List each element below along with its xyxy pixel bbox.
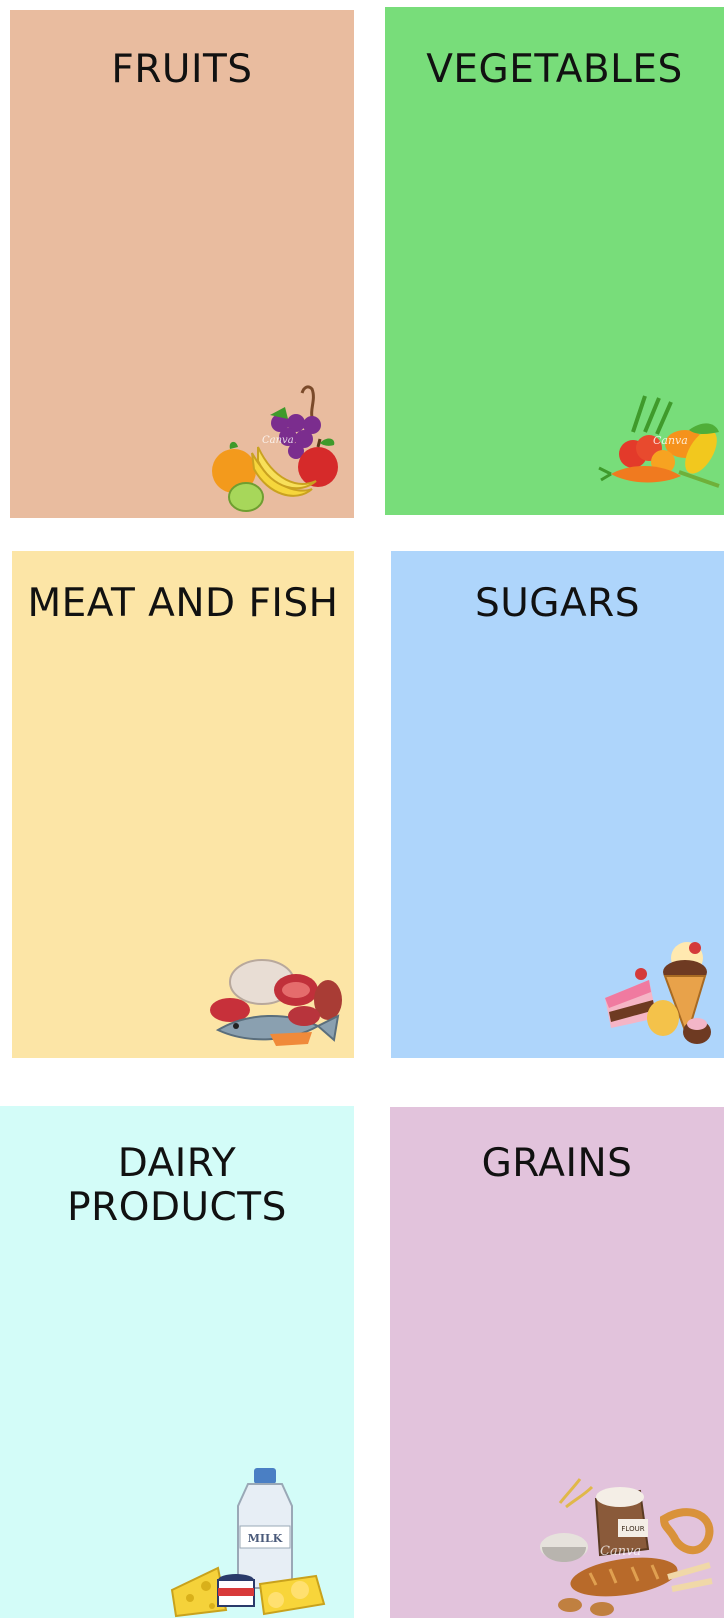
- title-line: DAIRY: [117, 1141, 237, 1186]
- card-title: [391, 582, 724, 626]
- fruit-basket-icon: [200, 385, 350, 520]
- card-sugars: [391, 551, 724, 1058]
- card-dairy-products: [0, 1106, 354, 1618]
- card-title: [12, 582, 354, 626]
- title-line: PRODUCTS: [67, 1185, 287, 1230]
- watermark: Canva: [262, 435, 294, 446]
- card-title: [390, 1142, 724, 1186]
- title-line: GRAINS: [481, 1141, 633, 1186]
- bread-and-flour-icon: [540, 1473, 720, 1618]
- vegetable-pile-icon: [593, 392, 724, 507]
- title-line: MEAT AND FISH: [27, 581, 339, 626]
- title-line: SUGARS: [474, 581, 641, 626]
- card-title: [10, 48, 354, 92]
- dairy-items-icon: [170, 1468, 340, 1618]
- meat-and-fish-icon: [200, 946, 350, 1056]
- card-vegetables: [385, 7, 724, 515]
- desserts-icon: [601, 936, 724, 1048]
- title-line: VEGETABLES: [426, 47, 683, 92]
- flour-label: FLOUR: [621, 1525, 645, 1533]
- milk-label: MILK: [247, 1532, 283, 1545]
- card-title: [385, 48, 724, 92]
- card-meat-and-fish: [12, 551, 354, 1058]
- title-line: FRUITS: [111, 47, 253, 92]
- card-title: [0, 1142, 354, 1230]
- watermark: Canva: [653, 434, 688, 447]
- card-grains: [390, 1107, 724, 1618]
- card-fruits: [10, 10, 354, 518]
- watermark: Canva: [600, 1544, 642, 1559]
